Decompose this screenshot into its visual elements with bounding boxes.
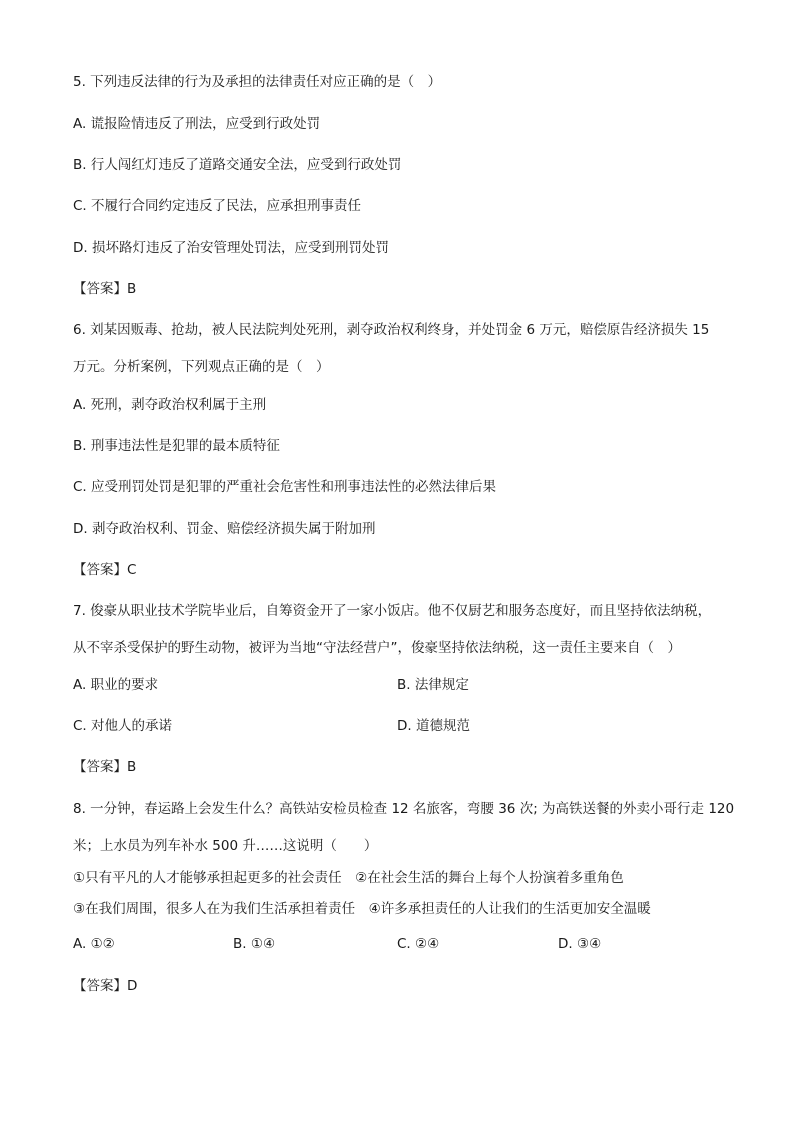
question-5-stem: 5. 下列违反法律的行为及承担的法律责任对应正确的是（ ） [73,74,442,90]
question-7-answer: 【答案】B [73,759,137,775]
question-5-option-c: C. 不履行合同约定违反了民法，应承担刑事责任 [73,198,362,214]
question-7-stem-line-1: 7. 俊豪从职业技术学院毕业后，自筹资金开了一家小饭店。他不仅厨艺和服务态度好，而且坚持依法纳税， [73,603,712,619]
question-6-option-b: B. 刑事违法性是犯罪的最本质特征 [73,438,280,454]
question-7-option-c: C. 对他人的承诺 [73,718,173,734]
question-6-option-a: A. 死刑，剥夺政治权利属于主刑 [73,397,267,413]
question-8-option-d: D. ③④ [558,936,602,952]
question-7-stem-line-2: 从不宰杀受保护的野生动物，被评为当地“守法经营户”，俊豪坚持依法纳税，这一责任主要来自（ ） [73,640,681,656]
question-8-option-a: A. ①② [73,936,115,952]
question-5-answer: 【答案】B [73,281,137,297]
question-5-option-b: B. 行人闯红灯违反了道路交通安全法，应受到行政处罚 [73,157,402,173]
question-8-answer: 【答案】D [73,978,138,994]
question-7-option-b: B. 法律规定 [397,677,469,693]
question-8-stem-line-2: 米；上水员为列车补水 500 升……这说明（ ） [73,838,378,854]
question-5-option-d: D. 损坏路灯违反了治安管理处罚法，应受到刑罚处罚 [73,240,389,256]
question-6-stem-line-1: 6. 刘某因贩毒、抢劫，被人民法院判处死刑，剥夺政治权利终身，并处罚金 6 万元，赔偿原告经济损失 15 [73,322,710,338]
question-6-answer: 【答案】C [73,562,137,578]
question-6-stem-line-2: 万元。分析案例，下列观点正确的是（ ） [73,359,330,375]
question-6-option-c: C. 应受刑罚处罚是犯罪的严重社会危害性和刑事违法性的必然法律后果 [73,479,497,495]
question-6-option-d: D. 剥夺政治权利、罚金、赔偿经济损失属于附加刑 [73,521,376,537]
question-8-statement-3-4: ③在我们周围，很多人在为我们生活承担着责任 ④许多承担责任的人让我们的生活更加安全温暖 [73,901,651,917]
question-8-statement-1-2: ①只有平凡的人才能够承担起更多的社会责任 ②在社会生活的舞台上每个人扮演着多重角色 [73,870,624,886]
question-7-option-a: A. 职业的要求 [73,677,159,693]
question-7-option-d: D. 道德规范 [397,718,470,734]
question-5-option-a: A. 谎报险情违反了刑法，应受到行政处罚 [73,116,321,132]
question-8-option-c: C. ②④ [397,936,440,952]
question-8-stem-line-1: 8. 一分钟，春运路上会发生什么？高铁站安检员检查 12 名旅客，弯腰 36 次; 为高铁送餐的外卖小哥行走 120 [73,801,735,817]
question-8-option-b: B. ①④ [233,936,276,952]
